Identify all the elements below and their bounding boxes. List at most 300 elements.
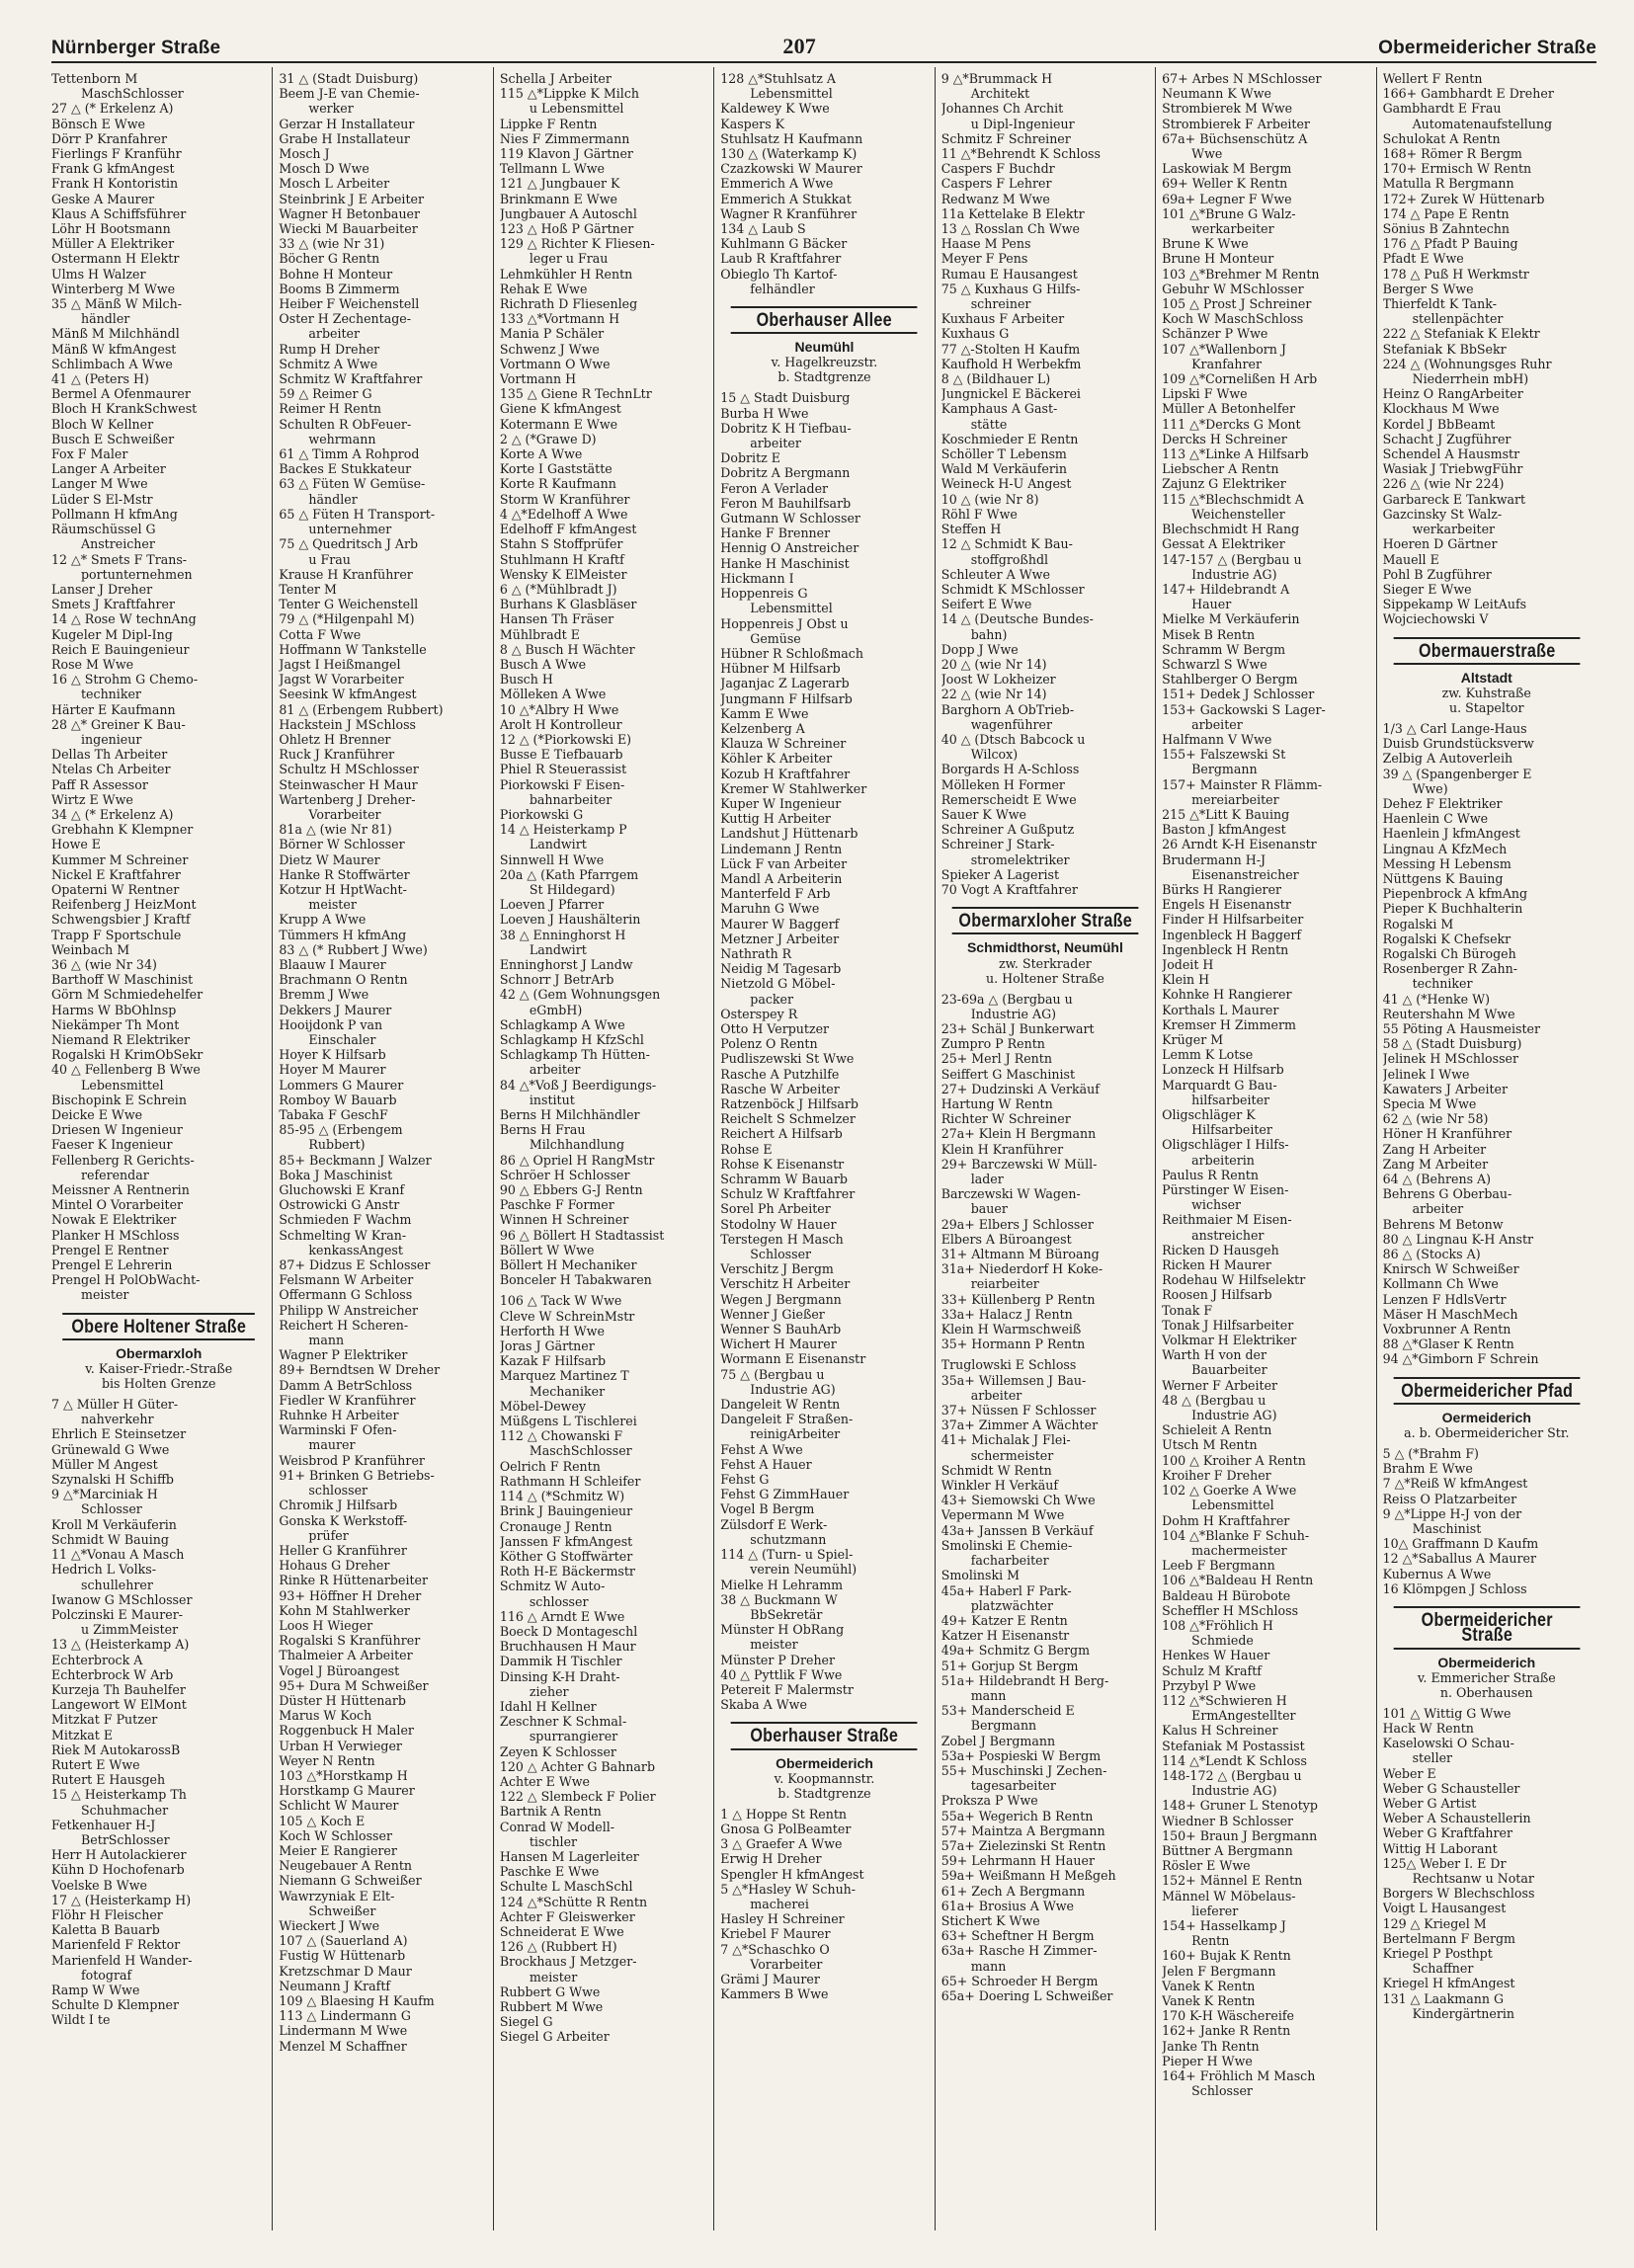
directory-entry: 154+ Hasselkamp J [1162,1917,1286,1933]
directory-entry: Tellmann L Wwe [499,161,605,177]
entry-continuation: kenkassAngest [308,1242,403,1257]
street-range: v. Koopmannstr. [774,1770,875,1786]
entry-continuation: bahn) [970,626,1008,642]
directory-entry: Rogalski M [1382,916,1454,932]
directory-entry: Schmitz A Wwe [279,356,378,371]
entry-continuation: reiarbeiter [970,1276,1039,1292]
directory-entry: 61 △ Timm A Rohprod [279,446,420,462]
directory-entry: Stahlberger O Bergm [1162,672,1298,688]
entry-continuation: schreiner [970,296,1031,312]
directory-entry: Richrath D Fliesenleg [499,296,638,312]
directory-entry: Mänß M Milchhändl [51,326,180,342]
directory-entry: Kaldewey K Wwe [720,101,830,117]
directory-entry: Rathmann H Schleifer [499,1473,641,1489]
district-name: Neumühl [794,339,855,356]
directory-entry: Brune K Wwe [1162,236,1249,252]
directory-entry: Winnen H Schreiner [499,1212,629,1228]
directory-entry: Koch W MaschSchloss [1162,311,1304,327]
directory-entry: Reithmaier M Eisen- [1162,1212,1292,1228]
directory-entry: Lück F van Arbeiter [720,855,848,871]
street-heading: Obere Holtener Straße [62,1313,255,1340]
directory-entry: Piepenbrock A kfmAng [1382,886,1528,902]
directory-entry: Klein H Warmschweiß [940,1322,1082,1337]
directory-entry: 43a+ Janssen B Verkäuf [940,1522,1094,1538]
directory-entry: 37a+ Zimmer A Wächter [940,1418,1099,1433]
directory-entry: 215 △*Litt K Bauing [1162,806,1290,822]
directory-entry: Müller A Betonhelfer [1162,401,1295,417]
directory-entry: Wormann E Eisenanstr [720,1351,866,1367]
directory-entry: Lonzeck H Hilfsarb [1162,1062,1284,1078]
entry-continuation: u ZimmMeister [81,1622,179,1638]
entry-continuation: MaschSchlosser [529,1443,632,1459]
directory-entry: Wildt I te [51,2012,111,2028]
directory-entry: 87+ Didzus E Schlosser [279,1257,431,1273]
directory-entry: 107 △*Wallenborn J [1162,341,1286,357]
directory-entry: Spieker A Lagerist [940,866,1060,882]
directory-entry: 148-172 △ (Bergbau u [1162,1767,1302,1783]
entry-continuation: unternehmer [308,522,392,537]
directory-entry: Wartenberg J Dreher- [279,791,416,807]
directory-entry: 79 △ (*Hilgenpahl M) [279,611,415,627]
directory-entry: 88 △*Glaser K Rentn [1382,1336,1514,1352]
directory-entry: Reifenberg J HeizMont [51,897,197,913]
directory-entry: Mitzkat E [51,1727,114,1742]
directory-entry: Ostrowicki G Anstr [279,1197,400,1213]
entry-continuation: Landwirt [529,941,587,957]
directory-entry: Henkes W Hauer [1162,1648,1270,1663]
directory-entry: Tümmers H kfmAng [279,927,407,942]
directory-entry: Korte R Kaufmann [499,476,616,492]
directory-entry: 58 △ (Stadt Duisburg) [1382,1036,1522,1052]
entry-continuation: Bauarbeiter [1191,1362,1267,1378]
entry-continuation: mann [970,1687,1007,1703]
directory-entry: Jodeit H [1162,956,1214,972]
directory-entry: Rohse E [720,1141,773,1157]
district-name: Obermeiderich [776,1754,873,1771]
entry-continuation: techniker [81,687,141,702]
directory-entry: Roosen J Hilfsarb [1162,1287,1272,1303]
directory-entry: Feron A Verlader [720,480,829,496]
directory-entry: Terstegen H Masch [720,1231,844,1247]
directory-entry: Proksza P Wwe [940,1793,1038,1809]
directory-entry: Klein H Kranführer [940,1141,1064,1157]
directory-entry: Schlicht W Maurer [279,1798,399,1814]
directory-entry: Jungnickel E Bäckerei [940,386,1081,402]
directory-entry: 40 △ Pyttlik F Wwe [720,1666,843,1682]
directory-entry: 36 △ (wie Nr 34) [51,956,157,972]
directory-entry: Roth H-E Bäckermstr [499,1564,635,1580]
column-5 [935,67,1155,2230]
directory-entry: Hack W Rentn [1382,1720,1474,1736]
directory-entry: Mölleken H Former [940,776,1065,792]
directory-entry: 59+ Lehrmann H Hauer [940,1853,1095,1869]
entry-continuation: Bergmann [970,1718,1037,1734]
directory-entry: Lüder S El-Mstr [51,491,153,507]
directory-entry: Baston J kfmAngest [1162,822,1286,838]
directory-entry: Ricken H Maurer [1162,1257,1271,1273]
directory-entry: Philipp W Anstreicher [279,1302,419,1318]
directory-entry: 13 △ (Heisterkamp A) [51,1637,190,1653]
directory-entry: 226 △ (wie Nr 224) [1382,476,1505,492]
entry-continuation: institut [529,1092,575,1107]
directory-entry: Hansen Th Fräser [499,611,614,627]
directory-entry: Obieglo Th Kartof- [720,266,838,282]
directory-entry: 33+ Küllenberg P Rentn [940,1291,1096,1307]
directory-entry: 109 △ Blaesing H Kaufm [279,1993,435,2008]
entry-continuation: Schweißer [308,1903,376,1918]
entry-continuation: packer [750,991,794,1007]
entry-continuation: meister [750,1637,798,1653]
directory-entry: Stuhlsatz H Kaufmann [720,130,863,146]
directory-entry: Prengel E Lehrerin [51,1257,173,1273]
directory-entry: Ratzenböck J Hilfsarb [720,1096,858,1111]
directory-entry: Kozub H Kraftfahrer [720,766,851,781]
directory-entry: Löhr H Bootsmann [51,221,171,237]
directory-entry: 84 △*Voß J Beerdigungs- [499,1077,657,1093]
directory-entry: 112 △*Schwieren H [1162,1692,1287,1708]
directory-entry: Langer M Wwe [51,476,148,492]
directory-entry: Behrens M Betonw [1382,1216,1504,1232]
directory-entry: 31a+ Niederdorf H Koke- [940,1261,1103,1277]
directory-entry: Schleuter A Wwe [940,566,1050,582]
directory-entry: Bonceler H Tabakwaren [499,1272,652,1288]
directory-entry: Schacht J Zugführer [1382,431,1511,446]
directory-entry: Schulte D Klempner [51,1997,180,2013]
directory-entry: Schröer H Schlosser [499,1167,630,1182]
entry-continuation: maurer [308,1437,356,1453]
directory-entry: Weber G Kraftfahrer [1382,1825,1512,1841]
directory-entry: 15 △ Heisterkamp Th [51,1787,187,1803]
directory-entry: Fehst G ZimmHauer [720,1487,850,1502]
directory-entry: Rump H Dreher [279,341,380,357]
directory-entry: Janke Th Rentn [1162,2038,1260,2054]
directory-entry: Dobritz A Bergmann [720,465,851,481]
directory-entry: Riek M AutokarossB [51,1742,181,1757]
directory-entry: 16 △ Strohm G Chemo- [51,672,199,688]
directory-entry: 160+ Bujak K Rentn [1162,1948,1291,1964]
directory-entry: Warth H von der [1162,1347,1267,1363]
directory-entry: Smets J Kraftfahrer [51,597,176,612]
directory-entry: Kuhlmann G Bäcker [720,236,848,252]
directory-entry: Finder H Hilfsarbeiter [1162,912,1304,928]
directory-entry: Niemand R Elektriker [51,1032,191,1047]
directory-entry: Garbareck E Tankwart [1382,491,1526,507]
directory-entry: Kühn D Hochofenarb [51,1862,185,1878]
directory-entry: 81a △ (wie Nr 81) [279,822,392,838]
directory-entry: Hanke F Brenner [720,526,831,541]
directory-entry: Köhler K Arbeiter [720,751,833,767]
directory-entry: Herforth H Wwe [499,1323,605,1338]
directory-entry: Schella J Arbeiter [499,71,612,86]
directory-entry: Kordel J BbBeamt [1382,416,1496,432]
directory-entry: Mauell E [1382,551,1439,567]
directory-entry: Lingnau A KfzMech [1382,841,1508,856]
directory-entry: Lanser J Dreher [51,581,153,597]
directory-entry: 111 △*Dercks G Mont [1162,416,1301,432]
directory-entry: Korte I Gaststätte [499,461,613,477]
directory-entry: Böllert W Wwe [499,1242,595,1257]
directory-entry: 14 △ Heisterkamp P [499,822,627,838]
directory-entry: Boeck D Montageschl [499,1623,638,1639]
directory-entry: Bertelmann F Bergm [1382,1930,1515,1946]
directory-entry: Echterbrock A [51,1652,143,1667]
directory-entry: Otto H Verputzer [720,1020,830,1036]
directory-entry: 102 △ Goerke A Wwe [1162,1483,1297,1498]
street-range: v. Hagelkreuzstr. [771,355,878,370]
directory-entry: 69a+ Legner F Wwe [1162,191,1292,206]
directory-entry: Offermann G Schloss [279,1287,413,1303]
directory-entry: Emmerich A Wwe [720,176,834,192]
directory-entry: Schmieden F Wachm [279,1212,412,1228]
directory-entry: 42 △ (Gem Wohnungsgen [499,987,661,1003]
directory-entry: Klaus A Schiffsführer [51,205,187,221]
directory-entry: 11 △*Behrendt K Schloss [940,146,1101,162]
directory-entry: Werner F Arbeiter [1162,1377,1278,1393]
directory-entry: 131 △ Laakmann G [1382,1990,1505,2006]
directory-entry: Rutert E Hausgeh [51,1772,166,1788]
directory-entry: 63 △ Füten W Gemüse- [279,476,426,492]
directory-entry: Siegel G [499,2014,553,2030]
directory-entry: Maurer W Baggerf [720,916,840,932]
directory-entry: Neidig M Tagesarb [720,961,842,977]
directory-entry: 135 △ Giene R TechnLtr [499,386,652,402]
directory-entry: Heller G Kranführer [279,1542,407,1558]
directory-entry: Tenter G Weichenstell [279,597,419,612]
directory-entry: Kohn M Stahlwerker [279,1602,410,1618]
directory-entry: Bruchhausen H Maur [499,1639,636,1655]
directory-entry: 95+ Dura M Schweißer [279,1677,429,1693]
directory-entry: 38 △ Enninghorst H [499,927,626,942]
directory-entry: Gazcinsky St Walz- [1382,506,1503,522]
directory-entry: Kamphaus A Gast- [940,401,1058,417]
directory-entry: Kriegel H kfmAngest [1382,1976,1515,1991]
directory-entry: Schreiner A Gußputz [940,822,1075,838]
directory-entry: Strombierek F Arbeiter [1162,116,1310,131]
directory-entry: Maruhn G Wwe [720,901,820,917]
directory-entry: Görn M Schmiedehelfer [51,987,204,1003]
entry-continuation: verein Neumühl) [750,1562,858,1578]
directory-entry: Kawaters J Arbeiter [1382,1081,1509,1096]
directory-entry: 151+ Dedek J Schlosser [1162,687,1315,702]
entry-continuation: wichser [1191,1197,1242,1213]
directory-entry: Ohletz H Brenner [279,731,391,747]
directory-entry: Fustig W Hüttenarb [279,1948,406,1964]
directory-entry: Schmitz W Kraftfahrer [279,371,423,387]
directory-entry: Kremer W Stahlwerker [720,780,867,796]
directory-entry: Idahl H Kellner [499,1698,597,1714]
directory-entry: Winkler H Verkäuf [940,1478,1059,1494]
directory-entry: 40 △ (Dtsch Babcock u [940,731,1086,747]
directory-entry: Sönius B Zahntechn [1382,221,1511,237]
directory-entry: Deicke E Wwe [51,1107,143,1123]
entry-continuation: lieferer [1191,1903,1239,1918]
entry-continuation: arbeiter [970,1387,1022,1403]
directory-entry: 224 △ (Wohnungsges Ruhr [1382,356,1552,371]
entry-continuation: Maschinist [1412,1521,1482,1537]
directory-entry: Hedrich L Volks- [51,1562,156,1578]
directory-entry: Lemm K Lotse [1162,1047,1254,1063]
directory-entry: 27+ Dudzinski A Verkäuf [940,1081,1100,1096]
directory-entry: Schmidt K MSchlosser [940,581,1085,597]
directory-entry: 178 △ Puß H Werkmstr [1382,266,1529,282]
directory-entry: Krause H Kranführer [279,566,413,582]
directory-entry: Weinbach M [51,941,130,957]
directory-entry: Specia M Wwe [1382,1096,1477,1111]
directory-entry: Frank G kfmAngest [51,161,175,177]
directory-entry: Pieper K Buchhalterin [1382,901,1523,917]
directory-entry: Dopp J Wwe [940,641,1019,657]
directory-entry: Brink J Bauingenieur [499,1503,633,1519]
directory-entry: 40 △ Fellenberg B Wwe [51,1062,201,1078]
directory-entry: Korte A Wwe [499,446,583,462]
entry-continuation: wagenführer [970,716,1052,732]
directory-entry: 101 △*Brune G Walz- [1162,205,1296,221]
directory-entry: 75 △ Kuxhaus G Hilfs- [940,281,1081,296]
directory-entry: Bartnik A Rentn [499,1804,602,1820]
directory-entry: Mosch D Wwe [279,161,369,177]
directory-entry: Fellenberg R Gerichts- [51,1152,195,1168]
directory-entry: Zang H Arbeiter [1382,1141,1487,1157]
directory-entry: 129 △ Kriegel M [1382,1915,1487,1931]
directory-entry: Bohne H Monteur [279,266,393,282]
directory-entry: Richter W Schreiner [940,1111,1071,1127]
directory-entry: Bischopink E Schrein [51,1092,187,1107]
directory-entry: 172+ Zurek W Hüttenarb [1382,191,1545,206]
directory-entry: Burba H Wwe [720,405,809,421]
street-range: b. Stadtgrenze [777,369,871,385]
directory-entry: Sieger E Wwe [1382,581,1472,597]
directory-entry: Cotta F Wwe [279,626,362,642]
street-range: zw. Kuhstraße [1441,685,1531,700]
directory-entry: Dehez F Elektriker [1382,795,1503,811]
directory-entry: Höner H Kranführer [1382,1126,1512,1142]
directory-entry: 157+ Mainster R Flämm- [1162,776,1323,792]
directory-entry: Korthals L Maurer [1162,1002,1279,1017]
directory-entry: Krüger M [1162,1032,1224,1047]
directory-entry: 31+ Altmann M Büroang [940,1247,1100,1262]
directory-entry: Loeven J Haushälterin [499,912,641,928]
directory-entry: Kamm E Wwe [720,705,809,721]
directory-entry: Busch A Wwe [499,656,587,672]
street-range: v. Kaiser-Friedr.-Straße [85,1361,233,1377]
directory-entry: Rogalski H KrimObSekr [51,1047,204,1063]
directory-entry: Liebscher A Rentn [1162,461,1279,477]
directory-entry: Driesen W Ingenieur [51,1122,183,1138]
directory-entry: 75 △ (Bergbau u [720,1366,825,1382]
directory-entry: Wagner H Betonbauer [279,205,421,221]
entry-continuation: stätte [970,416,1008,432]
entry-continuation: u Dipl-Ingenieur [970,116,1075,131]
directory-entry: Strombierek M Wwe [1162,101,1293,117]
directory-entry: Hoeren D Gärtner [1382,536,1498,552]
directory-entry: Rubbert G Wwe [499,1984,601,1999]
directory-entry: Mänß W kfmAngest [51,341,177,357]
directory-entry: 25+ Merl J Rentn [940,1051,1052,1067]
directory-entry: Schramm W Bauarb [720,1172,848,1187]
directory-entry: Schreiner J Stark- [940,837,1055,852]
directory-entry: Wald M Verkäuferin [940,461,1067,477]
directory-entry: 14 △ Rose W technAng [51,611,197,627]
directory-entry: 106 △ Tack W Wwe [499,1293,622,1309]
directory-entry: Wiecki M Bauarbeiter [279,221,418,237]
directory-entry: Rubbert M Wwe [499,1999,604,2014]
directory-entry: Kaletta B Bauarb [51,1922,160,1938]
entry-continuation: Weichensteller [1191,506,1285,522]
directory-entry: Münster H ObRang [720,1622,845,1638]
directory-entry: Stichert K Wwe [940,1912,1040,1928]
directory-entry: Reimer H Rentn [279,401,382,417]
directory-entry: Kazak F Hilfsarb [499,1353,607,1369]
directory-entry: Hennig O Anstreicher [720,540,859,556]
directory-entry: Romboy W Bauarb [279,1092,397,1107]
directory-entry: Cronauge J Rentn [499,1518,613,1534]
directory-entry: Marienfeld H Wander- [51,1952,193,1968]
directory-entry: 109 △*Cornelißen H Arb [1162,371,1318,387]
directory-entry: 41+ Michalak J Flei- [940,1432,1071,1448]
directory-entry: 148+ Gruner L Stenotyp [1162,1798,1318,1814]
directory-entry: 2 △ (*Grawe D) [499,431,597,446]
directory-entry: Schramm W Bergm [1162,641,1286,657]
entry-continuation: Rechtsanw u Notar [1412,1870,1534,1886]
directory-entry: Wieckert J Wwe [279,1917,380,1933]
directory-entry: Düster H Hüttenarb [279,1692,406,1708]
directory-entry: Neumann J Kraftf [279,1978,391,1993]
directory-entry: Jagst W Vorarbeiter [279,672,404,688]
directory-entry: Enninghorst J Landw [499,956,633,972]
directory-entry: 12 △ (*Piorkowski E) [499,731,632,747]
entry-continuation: St Hildegard) [529,881,615,897]
directory-entry: Przybyl P Wwe [1162,1677,1257,1693]
directory-entry: Dercks H Schreiner [1162,431,1287,446]
directory-entry: Ehrlich E Steinsetzer [51,1426,187,1442]
entry-continuation: stoffgroßhdl [970,551,1049,567]
directory-entry: Zeyen K Schlosser [499,1743,616,1759]
directory-entry: 4 △*Edelhoff A Wwe [499,506,628,522]
directory-entry: Feron M Bauhilfsarb [720,495,852,511]
directory-entry: Giene K kfmAngest [499,401,621,417]
directory-entry: 9 △*Marciniak H [51,1487,158,1502]
directory-entry: Busch E Schweißer [51,431,175,446]
directory-entry: Hoppenreis J Obst u [720,615,849,631]
directory-entry: Marus W Koch [279,1708,372,1724]
directory-entry: Knirsch W Schweißer [1382,1261,1519,1277]
entry-continuation: Einschaler [308,1032,376,1047]
entry-continuation: schlosser [529,1593,589,1609]
directory-entry: 152+ Männel E Rentn [1162,1873,1303,1889]
directory-entry: 176 △ Pfadt P Bauing [1382,236,1518,252]
directory-entry: Echterbrock W Arb [51,1666,174,1682]
directory-entry: Kroll M Verkäuferin [51,1516,177,1532]
directory-entry: Schulten R ObFeuer- [279,416,412,432]
directory-entry: Niemann G Schweißer [279,1873,422,1889]
header-left-street: Nürnberger Straße [51,38,221,58]
entry-continuation: Anstreicher [81,536,155,552]
entry-continuation: Schuhmacher [81,1802,169,1818]
directory-entry: Rinke R Hüttenarbeiter [279,1573,428,1588]
directory-entry: Caspers F Lehrer [940,176,1052,192]
directory-entry: Jelinek H MSchlosser [1382,1051,1518,1067]
directory-entry: Lenzen F HdlsVertr [1382,1291,1507,1307]
directory-entry: Booms B Zimmerm [279,281,400,296]
directory-entry: Rose M Wwe [51,656,134,672]
directory-entry: Grebhahn K Klempner [51,822,194,838]
entry-continuation: mann [970,1958,1007,1974]
directory-entry: Ingenbleck H Baggerf [1162,927,1302,942]
directory-entry: Koch W Schlosser [279,1827,392,1843]
directory-entry: Mielke M Verkäuferin [1162,611,1300,627]
directory-entry: Hickmann I [720,570,794,586]
directory-entry: Paschke E Wwe [499,1864,600,1880]
